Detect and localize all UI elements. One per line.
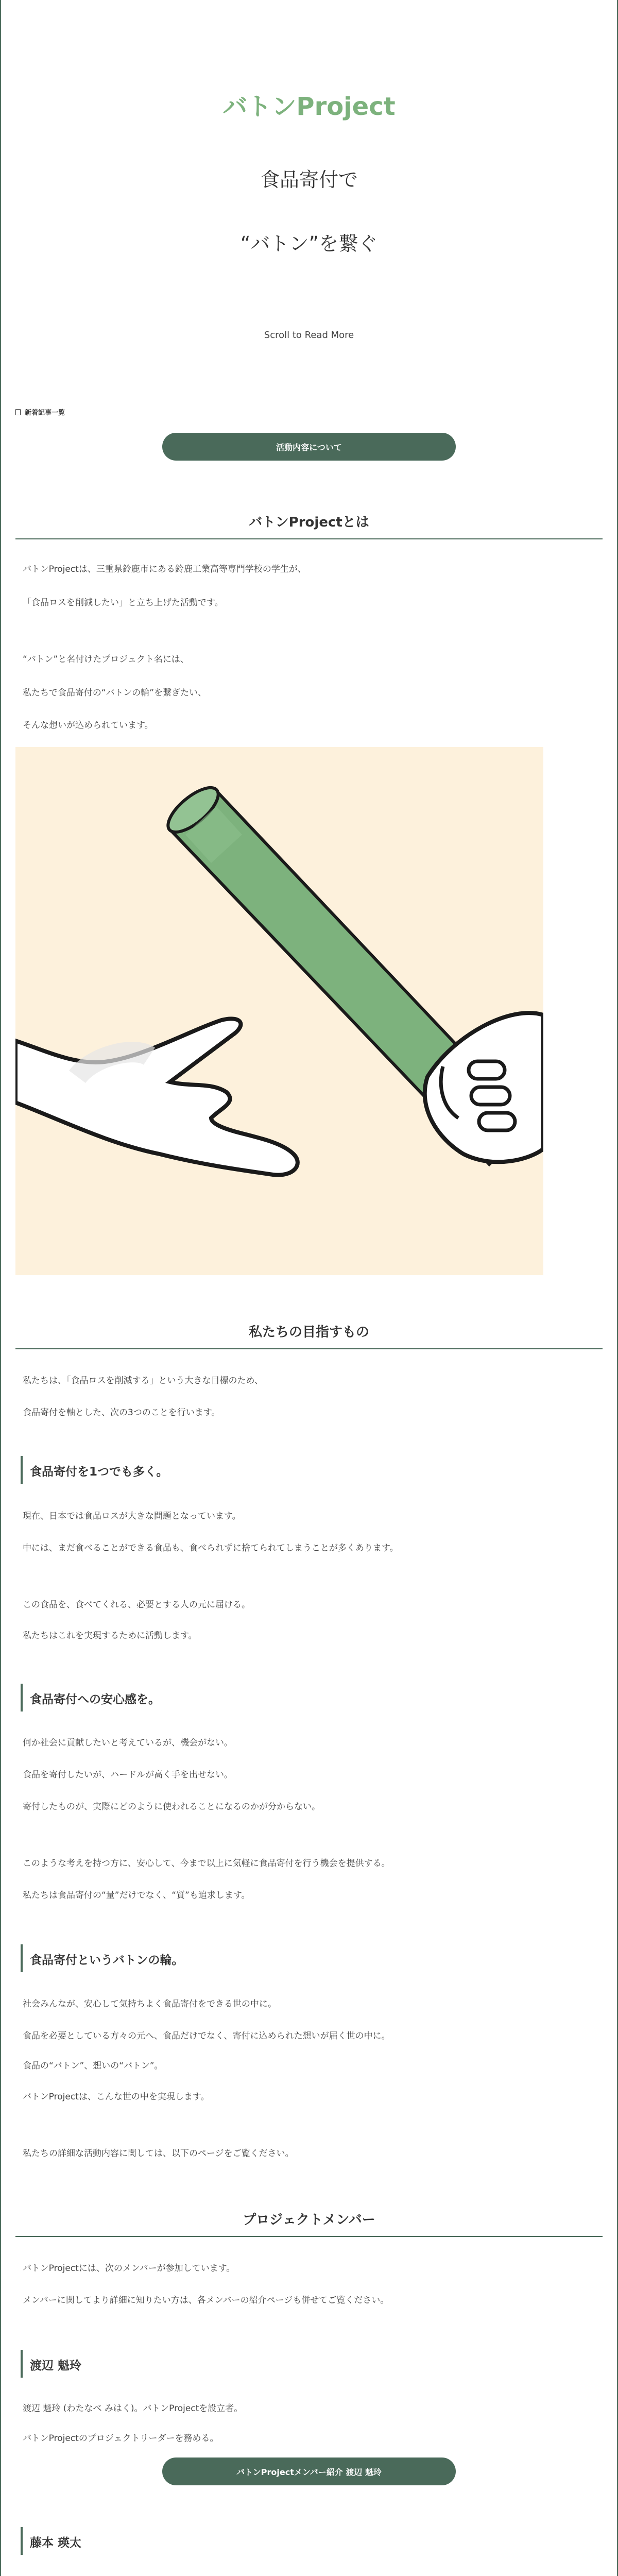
goals-divider [15,1348,603,1349]
goal-1-text: この食品を、食べてくれる、必要とする人の元に届ける。 [23,1600,250,1610]
member-1-text: 渡辺 魁玲 (わたなべ みはく)。バトンProjectを設立者。 [23,2403,243,2414]
news-list-link[interactable] [15,407,65,417]
about-text: 私たちで食品寄付の“バトンの輪”を繋ぎたい、 [23,688,207,698]
goal-2-title: 食品寄付への安心感を。 [21,1690,160,1707]
hero-title: バトンProject [222,92,396,121]
goal-3-title: 食品寄付というバトンの輪。 [21,1951,184,1968]
goal-1-text: 私たちはこれを実現するために活動します。 [23,1631,197,1641]
goal-3-text: 食品の“バトン”、想いの“バトン”。 [23,2061,163,2071]
member-2-name: 藤本 瑛太 [21,2533,81,2550]
goal-2-text: このような考えを持つ方に、安心して、今まで以上に気軽に食品寄付を行う機会を提供する。 [23,1858,390,1869]
hero-line-1: 食品寄付で [260,168,358,191]
goal-3-text: バトンProjectは、こんな世の中を実現します。 [23,2092,210,2102]
member-1-text: バトンProjectのプロジェクトリーダーを務める。 [23,2433,219,2444]
members-title: プロジェクトメンバー [243,2212,375,2228]
about-divider [15,538,603,539]
member-1-name: 渡辺 魁玲 [21,2356,81,2373]
goals-text: 食品寄付を軸とした、次の3つのことを行います。 [23,1408,220,1418]
about-text: 「食品ロスを削減したい」と立ち上げた活動です。 [23,598,224,608]
about-text: “バトン”と名付けたプロジェクト名には、 [23,654,189,665]
goal-2-text: 食品を寄付したいが、ハードルが高く手を出せない。 [23,1770,233,1780]
scroll-to-read-more[interactable]: Scroll to Read More [264,330,354,341]
receiving-hand-icon [15,1019,298,1175]
hero-line-2: “バトン”を繋ぐ [240,232,378,255]
members-divider [15,2236,603,2237]
about-title: バトンProjectとは [249,515,369,530]
members-text: バトンProjectには、次のメンバーが参加しています。 [23,2263,235,2274]
goal-3-text: 私たちの詳細な活動内容に関しては、以下のページをご覧ください。 [23,2148,294,2159]
goal-1-text: 現在、日本では食品ロスが大きな問題となっています。 [23,1511,241,1521]
goal-1-text: 中には、まだ食べることができる食品も、食べられずに捨てられてしまうことが多くあります。 [23,1543,399,1553]
news-list-label: 新着記事一覧 [25,409,65,417]
goal-2-text: 私たちは食品寄付の“量”だけでなく、“質”も追求します。 [23,1890,250,1901]
about-text: そんな想いが込められています。 [23,720,153,731]
about-text: バトンProjectは、三重県鈴鹿市にある鈴鹿工業高等専門学校の学生が、 [23,564,306,574]
goal-2-text: 寄付したものが、実際にどのように使われることになるのかが分からない。 [23,1802,320,1812]
document-icon [15,409,21,415]
baton-illustration-svg [15,747,543,1275]
activities-button[interactable]: 活動内容について [162,433,456,461]
members-text: メンバーに関してより詳細に知りたい方は、各メンバーの紹介ページも併せてご覧ください。 [23,2295,389,2306]
goal-1-title: 食品寄付を1つでも多く。 [21,1462,168,1479]
goals-text: 私たちは、「食品ロスを削減する」という大きな目標のため、 [23,1376,263,1386]
goal-3-text: 食品を必要としている方々の元へ、食品だけでなく、寄付に込められた想いが届く世の中に。 [23,2031,390,2041]
goal-2-text: 何か社会に貢献したいと考えているが、機会がない。 [23,1738,233,1748]
goal-3-text: 社会みんなが、安心して気持ちよく食品寄付をできる世の中に。 [23,1999,277,2009]
baton-handoff-illustration [15,747,543,1275]
member-1-button[interactable]: バトンProjectメンバー紹介 渡辺 魁玲 [162,2458,456,2485]
goals-title: 私たちの目指すもの [248,1325,369,1340]
